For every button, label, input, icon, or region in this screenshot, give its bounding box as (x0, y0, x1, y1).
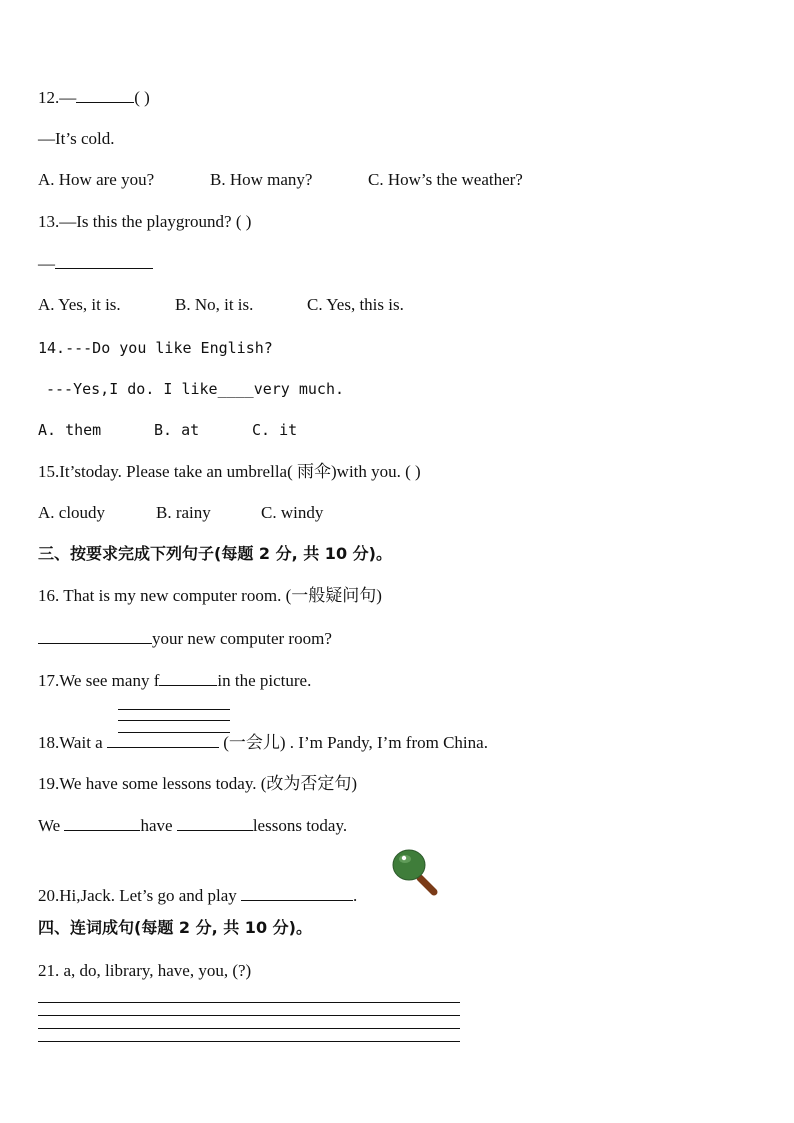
q16-blank[interactable] (38, 627, 152, 644)
q15-option-a[interactable]: A. cloudy (38, 503, 106, 522)
q13-answer-prefix: — (38, 254, 55, 273)
q18-blank[interactable] (107, 731, 219, 748)
q19-blank-1[interactable] (64, 814, 140, 831)
q12-line (38, 86, 150, 109)
q21-answer-line-2[interactable] (38, 1015, 460, 1016)
q19-have: have (140, 816, 173, 835)
q13-option-c[interactable]: C. Yes, this is. (307, 295, 404, 314)
q19-blank-2[interactable] (177, 814, 253, 831)
q16-question: 16. That is my new computer room. (一般疑问句) (38, 586, 382, 605)
q13-option-a[interactable]: A. Yes, it is. (38, 295, 121, 314)
q14-option-b[interactable]: B. at (154, 421, 200, 439)
q14-question: 14.---Do you like English? (38, 339, 273, 357)
q12-blank[interactable] (76, 86, 134, 103)
section4-title: 四、连词成句(每题 2 分, 共 10 分)。 (38, 918, 312, 937)
q17-suffix: in the picture. (217, 671, 312, 690)
q14-option-a[interactable] (38, 419, 101, 441)
q18-extra-line-2 (118, 720, 230, 721)
q19-we: We (38, 816, 61, 835)
q14-option-a-label: A. them (38, 421, 102, 439)
q12-answer: —It’s cold. (38, 129, 115, 148)
q19-answer-line (38, 814, 347, 837)
q18-suffix: (一会儿) . I’m Pandy, I’m from China. (223, 733, 488, 752)
section3-title: 三、按要求完成下列句子(每题 2 分, 共 10 分)。 (38, 544, 392, 563)
q13-question: 13.—Is this the playground? ( ) (38, 212, 252, 231)
q12-option-a[interactable]: A. How are you? (38, 170, 155, 189)
q19-suffix: lessons today. (252, 816, 348, 835)
q14-option-c[interactable]: C. it (252, 421, 298, 439)
q16-answer-suffix: your new computer room? (152, 629, 332, 648)
q12-option-b[interactable]: B. How many? (210, 170, 313, 189)
q19-question: 19.We have some lessons today. (改为否定句) (38, 774, 358, 793)
ping-pong-paddle-icon (390, 848, 440, 896)
q18-line (38, 731, 488, 754)
q21-answer-line-3[interactable] (38, 1028, 460, 1029)
q18-extra-line-1 (118, 709, 230, 710)
q12-option-c[interactable]: C. How’s the weather? (368, 170, 523, 189)
q17-blank[interactable] (159, 669, 217, 686)
q20-blank[interactable] (241, 884, 353, 901)
q16-answer-line (38, 627, 332, 650)
q20-suffix: . (353, 886, 358, 905)
q21-answer-line-1[interactable] (38, 1002, 460, 1003)
q15-option-b[interactable]: B. rainy (156, 503, 211, 522)
q15-question: 15.It’stoday. Please take an umbrella( 雨伞)with you. ( ) (38, 462, 421, 481)
q13-option-b[interactable]: B. No, it is. (175, 295, 254, 314)
q21-answer-line-4[interactable] (38, 1041, 460, 1042)
q12-prefix: 12.— (38, 88, 77, 107)
q14-answer: ---Yes,I do. I like____very much. (46, 380, 345, 398)
q13-blank[interactable] (55, 252, 153, 269)
q13-answer-line (38, 252, 153, 275)
q15-option-c[interactable]: C. windy (261, 503, 324, 522)
q17-prefix: 17.We see many f (38, 671, 160, 690)
q18-prefix: 18.Wait a (38, 733, 103, 752)
q12-paren: ( ) (134, 88, 150, 107)
q21-question: 21. a, do, library, have, you, (?) (38, 961, 252, 980)
q17-line (38, 669, 311, 692)
q20-prefix: 20.Hi,Jack. Let’s go and play (38, 886, 237, 905)
q20-line (38, 884, 357, 907)
